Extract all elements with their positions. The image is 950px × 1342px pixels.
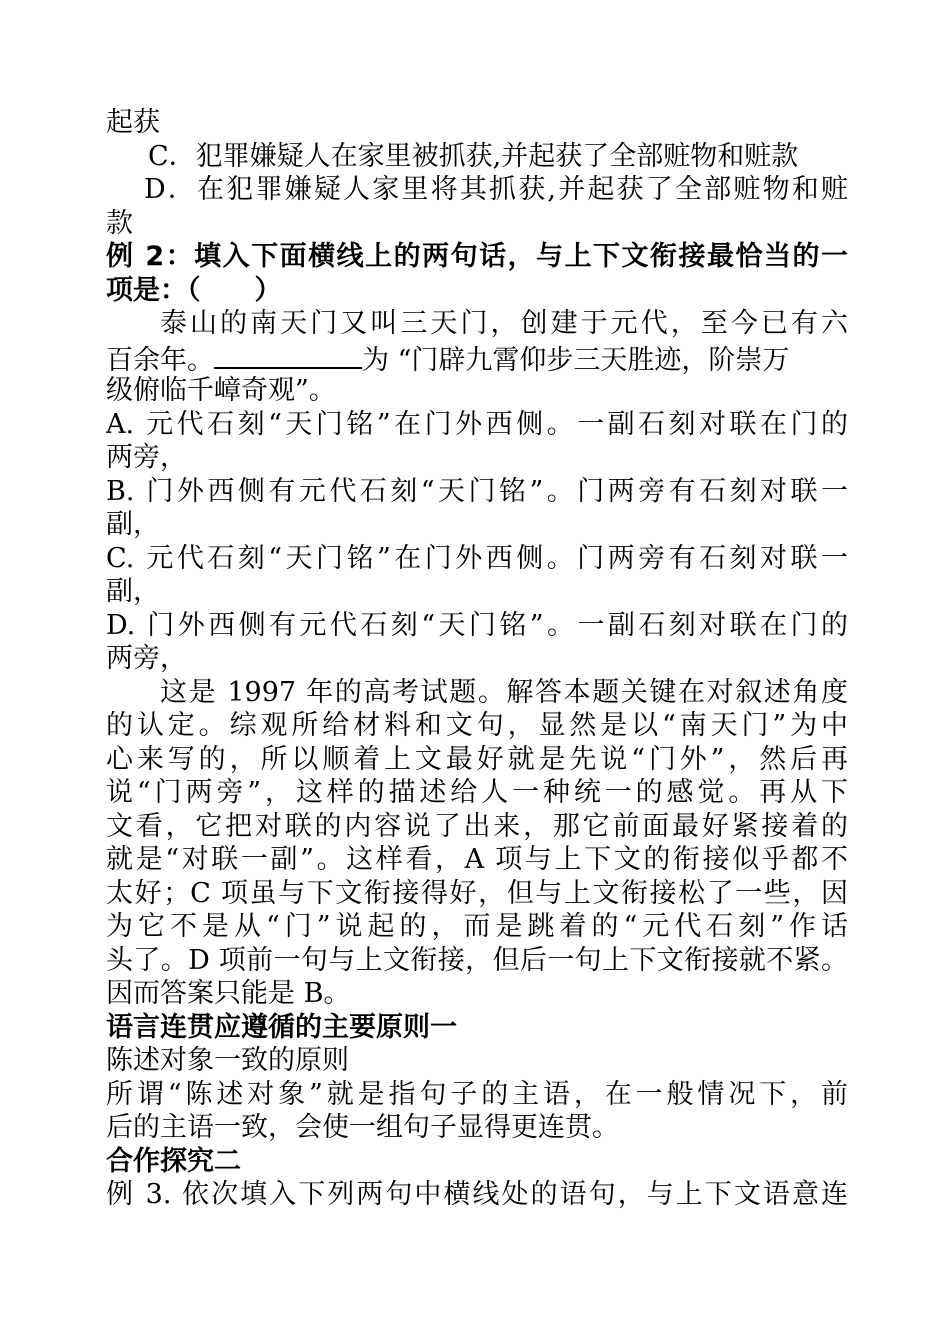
- text-line: 文看，它把对联的内容说了出来，那它前面最好紧接着的: [106, 810, 848, 842]
- text-line: 的认定。综观所给材料和文句，显然是以“南天门”为中: [106, 710, 848, 741]
- text-line: 说“门两旁”，这样的描述给人一种统一的感觉。再从下: [106, 777, 848, 808]
- fill-in-blank: [214, 341, 362, 369]
- text-line: 起获: [106, 107, 160, 138]
- text-line: 副，: [106, 509, 160, 540]
- text-line: D. 门外西侧有元代石刻“天门铭”。一副石刻对联在门的: [106, 609, 848, 641]
- text-line: 例 3. 依次填入下列两句中横线处的语句，与上下文语意连: [106, 1179, 848, 1210]
- text-line: 两旁，: [106, 442, 187, 473]
- text-line: 太好；C 项虽与下文衔接得好，但与上文衔接松了一些，因: [106, 877, 848, 909]
- text-line: 款: [106, 207, 133, 239]
- text-line: 级俯临千嶂奇观”。: [106, 375, 336, 406]
- text-line: 这是 1997 年的高考试题。解答本题关键在对叙述角度: [160, 676, 848, 708]
- text-segment: 为 “门辟九霄仰步三天胜迹，阶崇万: [362, 344, 790, 376]
- text-line: C. 元代石刻“天门铭”在门外西侧。门两旁有石刻对联一: [106, 542, 848, 574]
- text-line: D．在犯罪嫌疑人家里将其抓获,并起获了全部赃物和赃: [144, 174, 848, 205]
- text-line: 后的主语一致，会使一组句子显得更连贯。: [106, 1112, 619, 1143]
- text-line: 例 2：填入下面横线上的两句话，与上下文衔接最恰当的一: [106, 241, 848, 272]
- text-line: 就是“对联一副”。这样看，A 项与上下文的衔接似乎都不: [106, 844, 848, 875]
- text-line: 心来写的，所以顺着上文最好就是先说“门外”，然后再: [106, 743, 848, 775]
- text-segment: 百余年。: [106, 344, 214, 376]
- text-line: B. 门外西侧有元代石刻“天门铭”。门两旁有石刻对联一: [106, 475, 848, 507]
- text-line: A. 元代石刻“天门铭”在门外西侧。一副石刻对联在门的: [106, 408, 848, 440]
- text-line: 合作探究二: [106, 1145, 241, 1177]
- text-line: C．犯罪嫌疑人在家里被抓获,并起获了全部赃物和赃款: [148, 140, 799, 172]
- document-body: [106, 106, 848, 1212]
- text-line: 所谓“陈述对象”就是指句子的主语，在一般情况下，前: [106, 1078, 848, 1110]
- text-line: 副，: [106, 576, 160, 607]
- text-line: 为它不是从“门”说起的，而是跳着的“元代石刻”作话: [106, 911, 848, 942]
- text-line: 头了。D 项前一句与上文衔接，但后一句上下文衔接就不紧。: [106, 944, 848, 976]
- text-line: [106, 341, 848, 375]
- text-line: 语言连贯应遵循的主要原则一: [106, 1011, 457, 1043]
- text-line: 项是：（ ）: [106, 274, 282, 306]
- text-line: 因而答案只能是 B。: [106, 978, 351, 1009]
- text-line: 陈述对象一致的原则: [106, 1045, 349, 1076]
- text-line: 泰山的南天门又叫三天门，创建于元代，至今已有六: [160, 308, 848, 339]
- text-line: 两旁，: [106, 643, 187, 674]
